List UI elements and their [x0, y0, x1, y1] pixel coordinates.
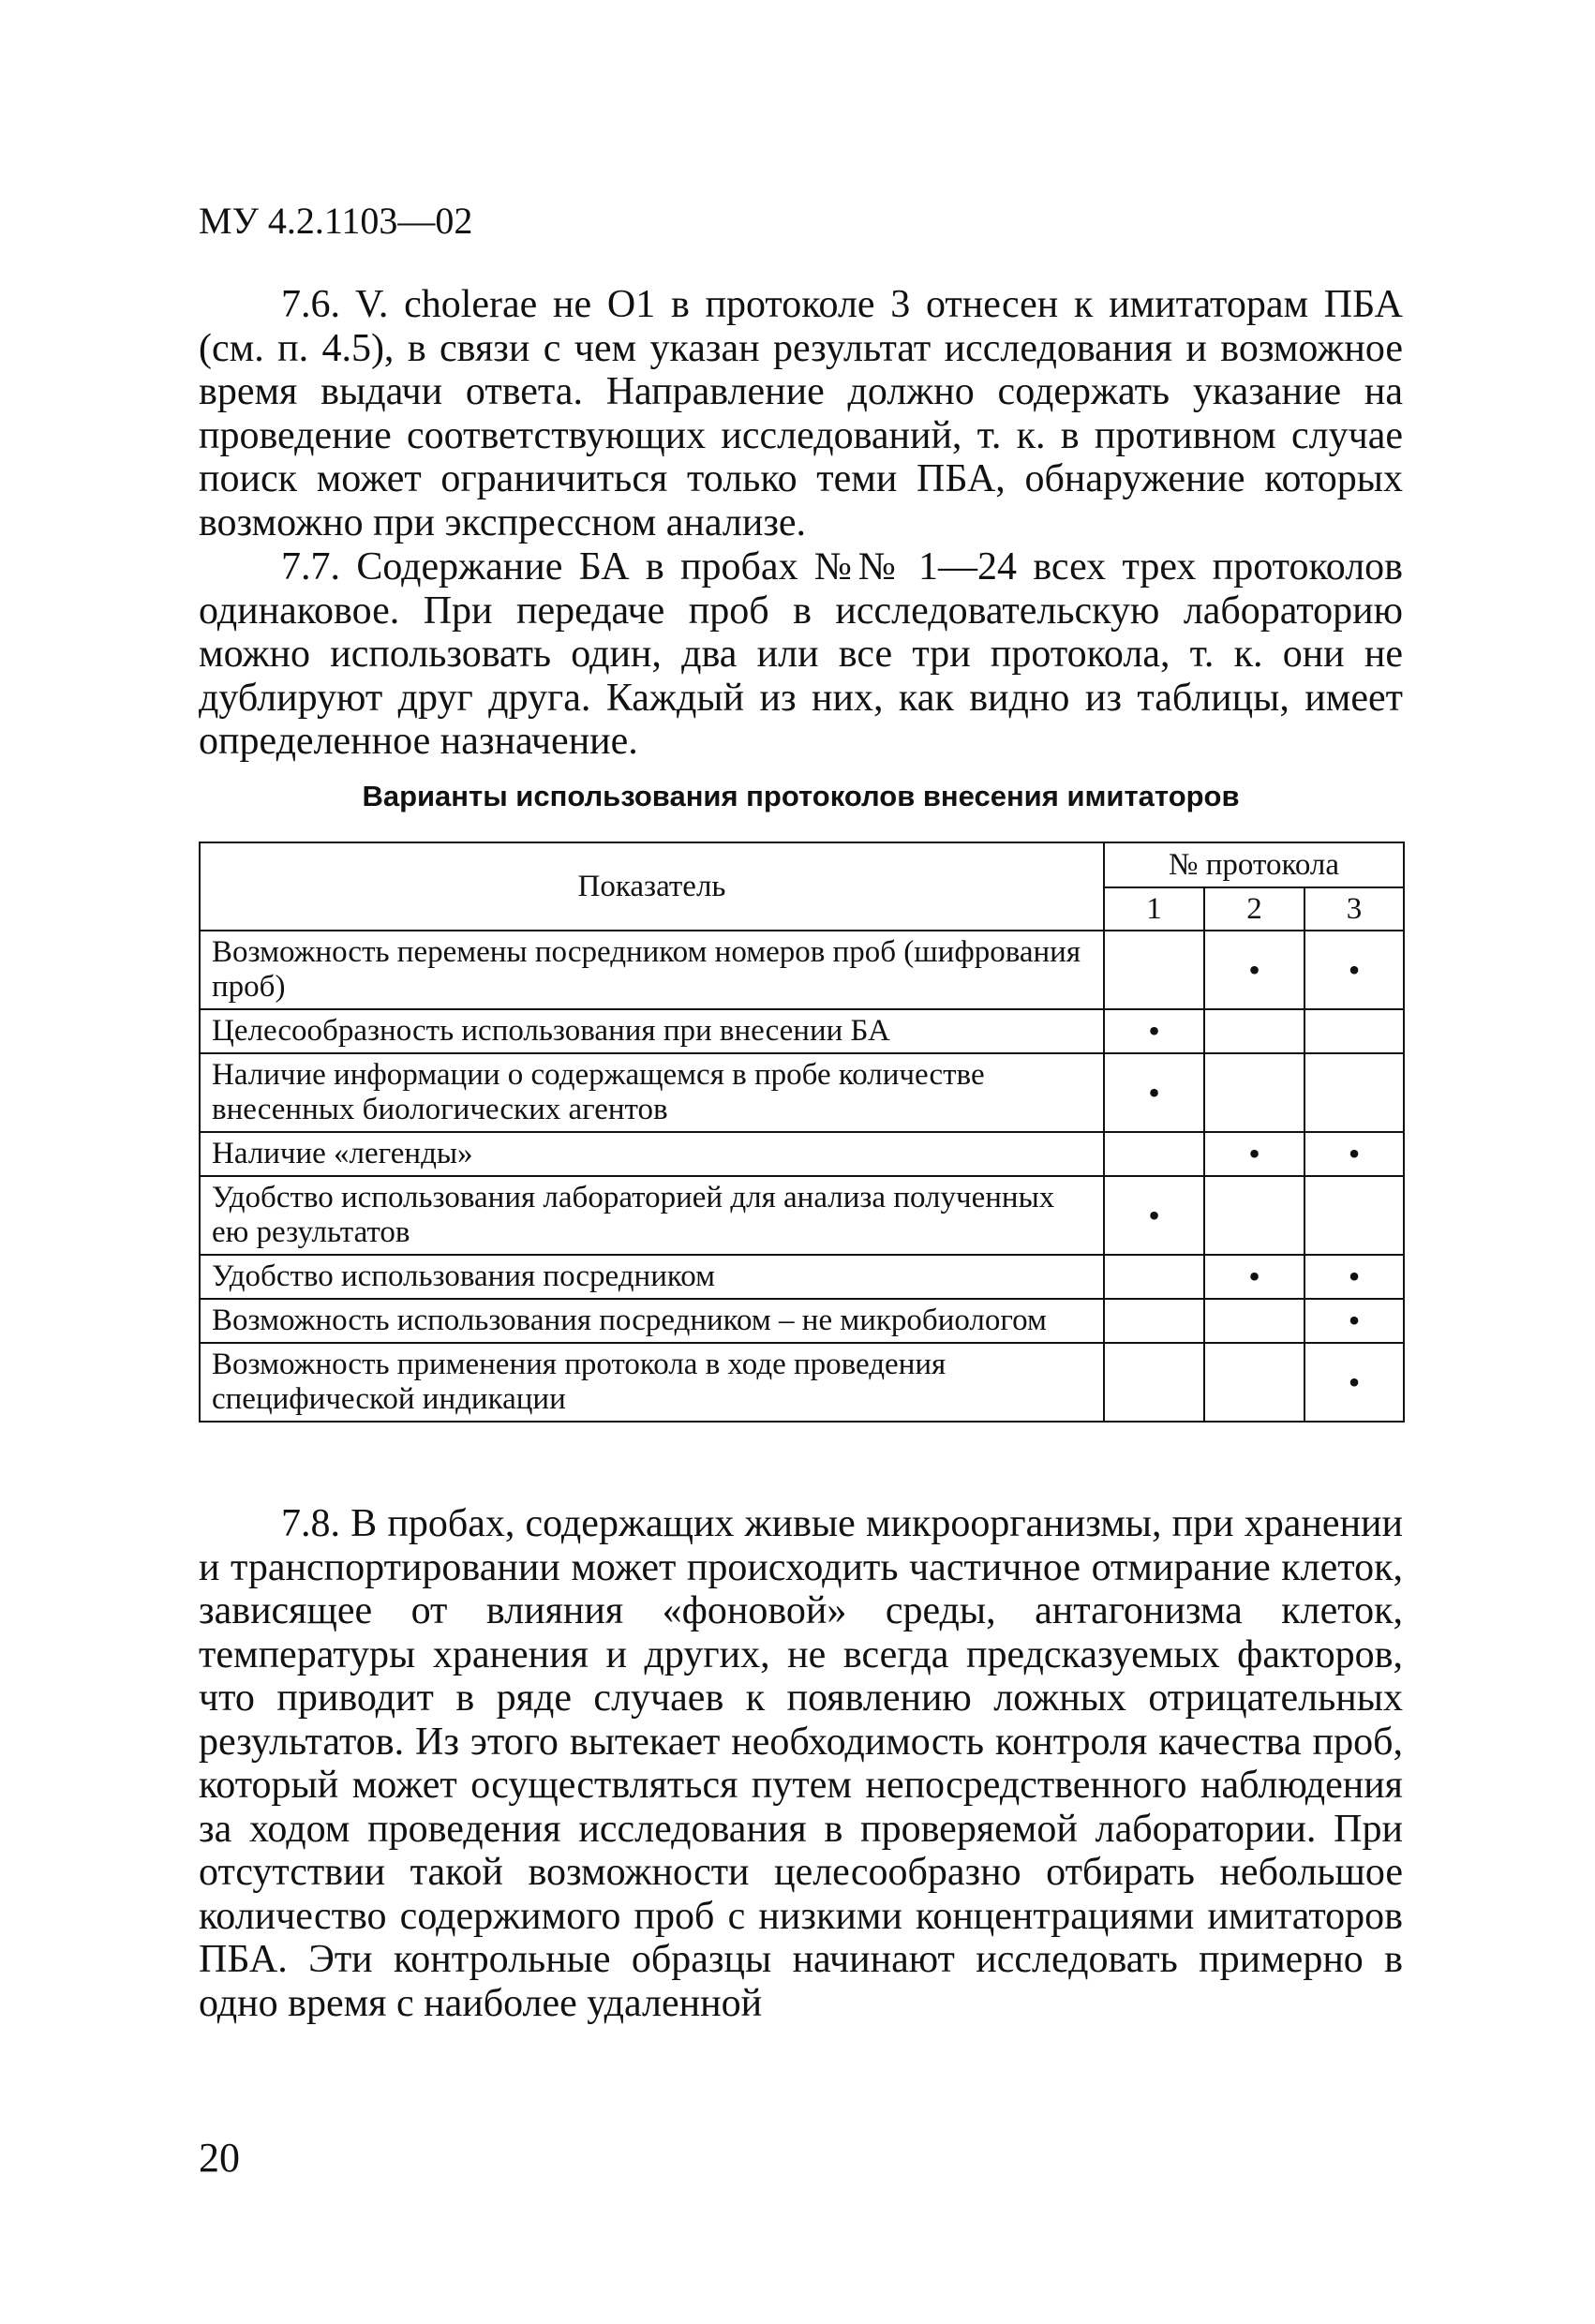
paragraph-7-8-text: 7.8. В пробах, содержащих живые микроорганизмы, при хранении и транспортировании может происходить частичное отмирание клеток, зависящее от влияния «фоновой» среды, антагонизма клеток, температуры хранения и других, не всегда предсказуемых факторов, что приводит в ряде случаев к появлению ложных отрицательных результатов. Из этого вытекает необходимость контроля качества проб, который может осуществляться путем непосредственного наблюдения за ходом проведения исследования в проверяемой лаборатории. При отсутствии такой возможности целесообразно отбирать небольшое количество содержимого проб с низкими концентрациями имитаторов ПБА. Эти контрольные образцы начинают исследовать примерно в одно время с наиболее удаленной — [199, 1502, 1403, 2025]
row-label: Удобство использования лабораторией для анализа полученных ею результатов — [200, 1176, 1104, 1255]
table-row — [200, 1053, 1404, 1132]
row-label: Удобство использования посредником — [200, 1255, 1104, 1299]
row-label: Целесообразность использования при внесении БА — [200, 1009, 1104, 1053]
cell-protocol-1: • — [1104, 1009, 1204, 1053]
cell-protocol-2 — [1204, 1009, 1304, 1053]
cell-protocol-3: • — [1304, 1343, 1404, 1422]
cell-protocol-1 — [1104, 1343, 1204, 1422]
table-row — [200, 1255, 1404, 1299]
cell-protocol-3 — [1304, 1009, 1404, 1053]
header-protocol-1: 1 — [1104, 887, 1204, 931]
header-protocol-3: 3 — [1304, 887, 1404, 931]
paragraph-7-6-text: 7.6. V. cholerae не O1 в протоколе 3 отнесен к имитаторам ПБА (см. п. 4.5), в связи с чем указан результат исследования и возможное время выдачи ответа. Направление должно содержать указание на проведение соответствующих исследований, т. к. в противном случае поиск может ограничиться только теми ПБА, обнаружение которых возможно при экспрессном анализе. — [199, 283, 1403, 544]
table-row — [200, 1132, 1404, 1176]
table-title: Варианты использования протоколов внесения имитаторов — [362, 780, 1240, 812]
cell-protocol-2 — [1204, 1176, 1304, 1255]
cell-protocol-3: • — [1304, 1132, 1404, 1176]
table-row — [200, 931, 1404, 1009]
header-protocol-number: № протокола — [1104, 842, 1404, 887]
paragraph-7-6 — [199, 283, 1403, 544]
cell-protocol-3 — [1304, 1176, 1404, 1255]
cell-protocol-3: • — [1304, 931, 1404, 1009]
document-code-header: МУ 4.2.1103—02 — [199, 200, 473, 242]
cell-protocol-3: • — [1304, 1255, 1404, 1299]
cell-protocol-1 — [1104, 1132, 1204, 1176]
cell-protocol-3 — [1304, 1053, 1404, 1132]
cell-protocol-1: • — [1104, 1053, 1204, 1132]
table-header-row — [200, 842, 1404, 887]
cell-protocol-2: • — [1204, 1255, 1304, 1299]
protocols-table — [199, 842, 1405, 1423]
row-label: Возможность применения протокола в ходе проведения специфической индикации — [200, 1343, 1104, 1422]
table-row — [200, 1299, 1404, 1343]
cell-protocol-2: • — [1204, 1132, 1304, 1176]
row-label: Возможность использования посредником – не микробиологом — [200, 1299, 1104, 1343]
cell-protocol-1 — [1104, 1299, 1204, 1343]
cell-protocol-1 — [1104, 931, 1204, 1009]
cell-protocol-2: • — [1204, 931, 1304, 1009]
cell-protocol-2 — [1204, 1343, 1304, 1422]
cell-protocol-1 — [1104, 1255, 1204, 1299]
table-row — [200, 1176, 1404, 1255]
row-label: Возможность перемены посредником номеров проб (шифрования проб) — [200, 931, 1104, 1009]
cell-protocol-3: • — [1304, 1299, 1404, 1343]
header-protocol-2: 2 — [1204, 887, 1304, 931]
cell-protocol-2 — [1204, 1053, 1304, 1132]
page-number: 20 — [199, 2135, 240, 2181]
cell-protocol-2 — [1204, 1299, 1304, 1343]
table-row — [200, 1343, 1404, 1422]
table-row — [200, 1009, 1404, 1053]
cell-protocol-1: • — [1104, 1176, 1204, 1255]
paragraph-7-8 — [199, 1502, 1403, 2025]
row-label: Наличие информации о содержащемся в пробе количестве внесенных биологических агентов — [200, 1053, 1104, 1132]
paragraph-7-7 — [199, 545, 1403, 764]
row-label: Наличие «легенды» — [200, 1132, 1104, 1176]
header-indicator: Показатель — [200, 842, 1104, 931]
paragraph-7-7-text: 7.7. Содержание БА в пробах №№ 1—24 всех трех протоколов одинаковое. При передаче проб в исследовательскую лабораторию можно использовать один, два или все три протокола, т. к. они не дублируют друг друга. Каждый из них, как видно из таблицы, имеет определенное назначение. — [199, 545, 1403, 763]
